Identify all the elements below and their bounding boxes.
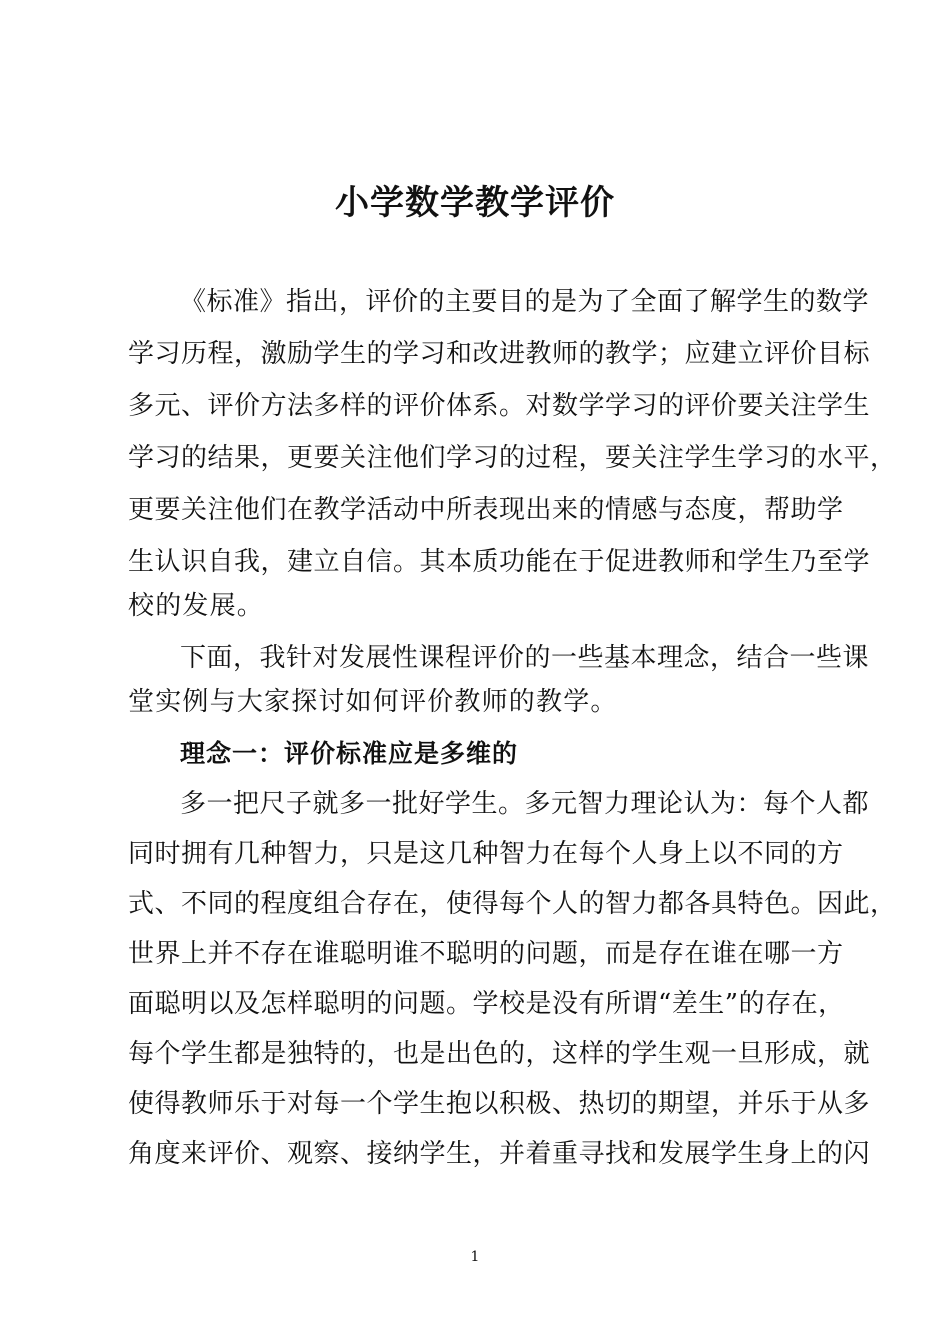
paragraph-line: 角度来评价、观察、接纳学生，并着重寻找和发展学生身上的闪 — [128, 1139, 871, 1169]
paragraph-line: 世界上并不存在谁聪明谁不聪明的问题，而是存在谁在哪一方 — [128, 939, 844, 969]
paragraph-line: 面聪明以及怎样聪明的问题。学校是没有所谓“差生”的存在， — [128, 989, 845, 1019]
paragraph-line: 学习的结果，更要关注他们学习的过程，要关注学生学习的水平， — [128, 443, 897, 473]
paragraph-line: 多一把尺子就多一批好学生。多元智力理论认为：每个人都 — [180, 789, 870, 819]
paragraph-line: 下面，我针对发展性课程评价的一些基本理念，结合一些课 — [180, 643, 870, 673]
paragraph-line: 同时拥有几种智力，只是这几种智力在每个人身上以不同的方 — [128, 839, 844, 869]
section-heading: 理念一：评价标准应是多维的 — [180, 739, 519, 768]
paragraph-line: 每个学生都是独特的，也是出色的，这样的学生观一旦形成，就 — [128, 1039, 871, 1069]
paragraph-line: 生认识自我，建立自信。其本质功能在于促进教师和学生乃至学 — [128, 547, 871, 577]
paragraph-line: 学习历程，激励学生的学习和改进教师的教学；应建立评价目标 — [128, 339, 871, 369]
paragraph-line: 多元、评价方法多样的评价体系。对数学学习的评价要关注学生 — [128, 391, 871, 421]
paragraph-line: 式、不同的程度组合存在，使得每个人的智力都各具特色。因此， — [128, 889, 897, 919]
paragraph-line: 堂实例与大家探讨如何评价教师的教学。 — [128, 687, 618, 717]
paragraph-line: 更要关注他们在教学活动中所表现出来的情感与态度，帮助学 — [128, 495, 844, 525]
paragraph-line: 使得教师乐于对每一个学生抱以积极、热切的期望，并乐于从多 — [128, 1089, 871, 1119]
paragraph-line: 《标准》指出，评价的主要目的是为了全面了解学生的数学 — [180, 287, 870, 317]
document-title: 小学数学教学评价 — [335, 183, 615, 223]
paragraph-line: 校的发展。 — [128, 591, 265, 621]
page-number: 1 — [470, 1249, 480, 1265]
